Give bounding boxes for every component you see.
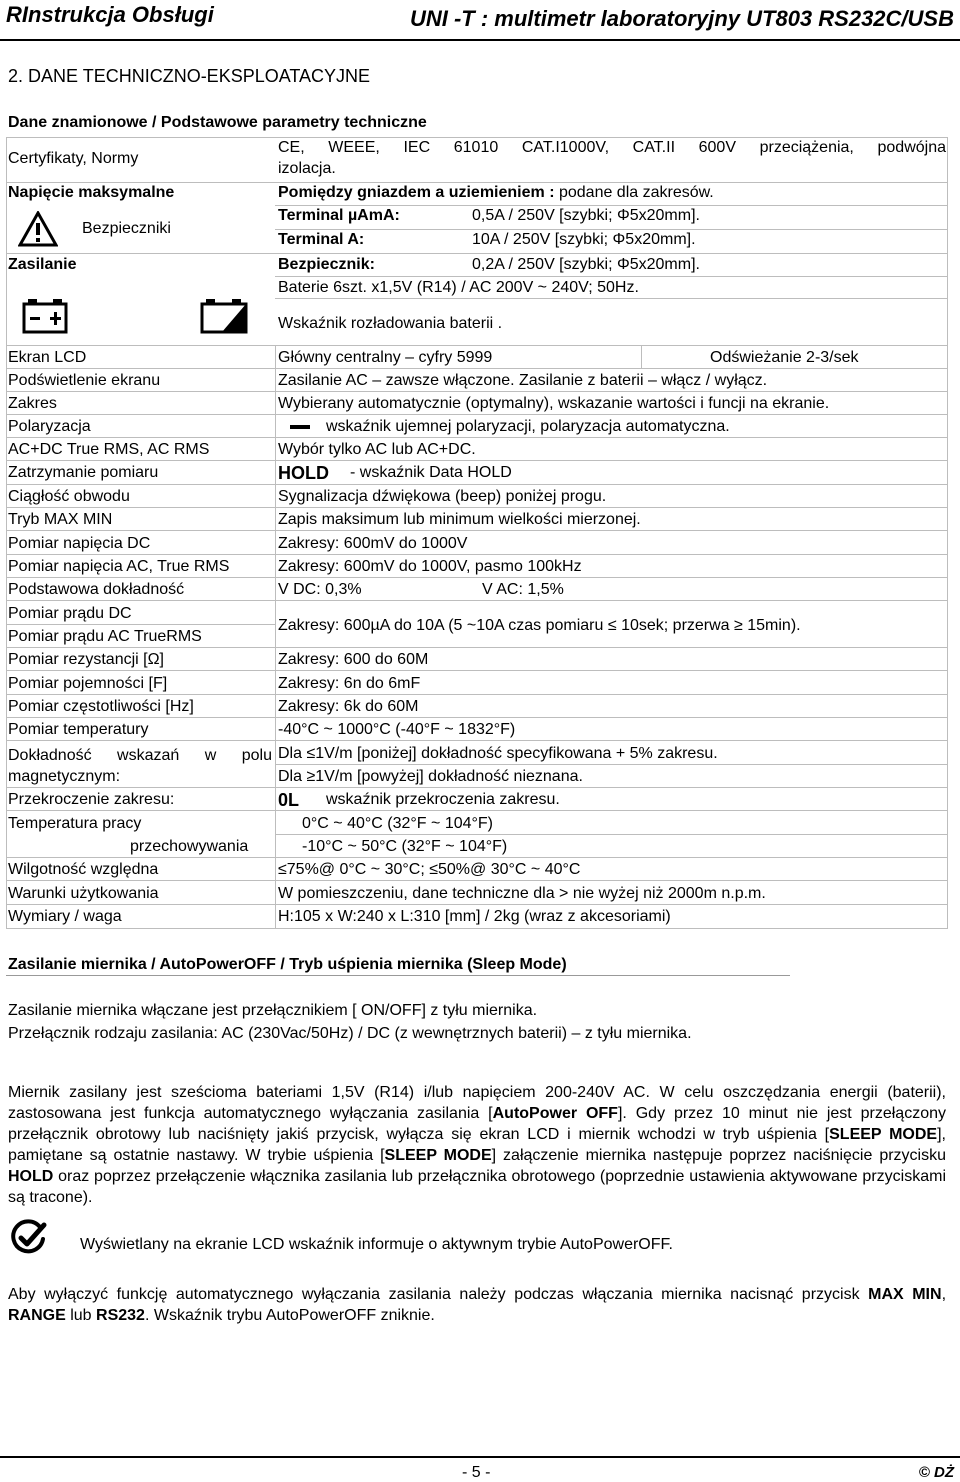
fuse3-value: 0,2A / 250V [szybki; Φ5x20mm]. <box>472 256 700 273</box>
overrange-symbol: 0L <box>278 790 300 810</box>
frequency-label: Pomiar częstotliwości [Hz] <box>8 698 194 715</box>
iac-label: Pomiar prądu AC TrueRMS <box>8 628 202 645</box>
divider <box>6 670 948 671</box>
magnetic-value-high: Dla ≥1V/m [powyżej] dokładność nieznana. <box>278 768 583 785</box>
current-value: Zakresy: 600µA do 10A (5 ~10A czas pomiaru ≤ 10sek; przerwa ≥ 15min). <box>278 617 801 634</box>
divider <box>6 437 948 438</box>
footer-author: © DŻ <box>918 1464 954 1481</box>
divider <box>6 253 948 254</box>
fuses-label: Bezpieczniki <box>82 220 171 237</box>
divider <box>6 600 948 601</box>
divider <box>6 507 948 508</box>
divider <box>6 857 948 858</box>
divider <box>6 530 948 531</box>
vdc-value: Zakresy: 600mV do 1000V <box>278 535 468 552</box>
divider <box>275 834 948 835</box>
vmax-label: Napięcie maksymalne <box>8 184 175 201</box>
divider <box>6 368 948 369</box>
divider <box>6 484 948 485</box>
autopower-paragraph: Miernik zasilany jest sześcioma bateriami 1,5V (R14) i/lub napięciem 200-240V AC. W celu oszczędzania energii (baterii), zastosowana jest funkcja automatycznego wyłączania zasilania [AutoPower OFF]. Gdy przez 10 minut nie jest przełączony przełącznik obrotowy lub naciśnięty jakiś przycisk, wyłącza się ekran LCD i miernik wchodzi w tryb uśpienia [SLEEP MODE], pamiętane są ostatnie nastawy. W trybie uśpienia [SLEEP MODE] załączenie miernika następuje poprzez naciśnięcie przycisku HOLD oraz poprzez przełączenie włącznika zasilania lub przełącznika obrotowego (poprzednie ustawienia aktywowane przyciskami są tracone). <box>8 1084 947 1206</box>
divider <box>947 137 948 345</box>
divider <box>947 345 948 928</box>
low-battery-icon <box>200 298 248 334</box>
cert-value: CE, WEEE, IEC 61010 CAT.I1000V, CAT.II 600V przeciążenia, podwójna <box>278 139 946 156</box>
conditions-value: W pomieszczeniu, dane techniczne dla > nie wyżej niż 2000m n.p.m. <box>278 885 766 902</box>
battery-icon <box>22 298 68 334</box>
footer-rule <box>0 1456 960 1458</box>
divider <box>6 182 948 183</box>
overrange-value: wskaźnik przekroczenia zakresu. <box>326 791 560 808</box>
power-label: Zasilanie <box>8 256 77 273</box>
divider <box>6 554 948 555</box>
divider <box>275 345 276 928</box>
range-label: Zakres <box>8 395 57 412</box>
maxmin-label: Tryb MAX MIN <box>8 511 113 528</box>
magnetic-label: Dokładność wskazań w polu <box>8 747 272 764</box>
resistance-value: Zakresy: 600 do 60M <box>278 651 429 668</box>
maxmin-value: Zapis maksimum lub minimum wielkości mierzonej. <box>278 511 641 528</box>
divider <box>6 391 948 392</box>
cert-label: Certyfikaty, Normy <box>8 150 139 167</box>
divider <box>6 345 948 346</box>
apo-indicator-text: Wyświetlany na ekranie LCD wskaźnik informuje o aktywnym trybie AutoPowerOFF. <box>80 1236 673 1253</box>
fuse2-label: Terminal A: <box>278 231 365 248</box>
divider <box>6 137 948 138</box>
acdc-value: Wybór tylko AC lub AC+DC. <box>278 441 476 458</box>
divider <box>6 717 948 718</box>
resistance-label: Pomiar rezystancji [Ω] <box>8 651 164 668</box>
accuracy-dc: V DC: 0,3% <box>278 581 362 598</box>
divider <box>6 928 948 929</box>
divider <box>6 904 948 905</box>
overrange-label: Przekroczenie zakresu: <box>8 791 175 808</box>
header-right: UNI -T : multimetr laboratoryjny UT803 RS232C/USB <box>409 6 954 31</box>
backlight-label: Podświetlenie ekranu <box>8 372 161 389</box>
low-battery-label: Wskaźnik rozładowania baterii . <box>278 315 503 332</box>
heading-underline <box>6 975 790 976</box>
power-section-heading: Zasilanie miernika / AutoPowerOFF / Tryb uśpienia miernika (Sleep Mode) <box>8 956 567 973</box>
magnetic-label-cont: magnetycznym: <box>8 768 121 785</box>
vmax-value: Pomiędzy gniazdem a uziemieniem : podane dla zakresów. <box>278 184 714 201</box>
continuity-label: Ciągłość obwodu <box>8 488 130 505</box>
divider <box>6 577 948 578</box>
header-left: RInstrukcja Obsługi <box>6 2 214 27</box>
minus-sign-icon <box>290 425 310 429</box>
humidity-value: ≤75%@ 0°C ~ 30°C; ≤50%@ 30°C ~ 40°C <box>278 861 581 878</box>
hold-value: - wskaźnik Data HOLD <box>350 464 512 481</box>
divider <box>6 694 948 695</box>
divider <box>275 276 948 277</box>
divider <box>6 414 948 415</box>
divider <box>275 229 948 230</box>
divider <box>6 787 948 788</box>
continuity-value: Sygnalizacja dźwiękowa (beep) poniżej progu. <box>278 488 607 505</box>
capacitance-value: Zakresy: 6n do 6mF <box>278 675 421 692</box>
conditions-label: Warunki użytkowania <box>8 885 159 902</box>
divider <box>6 880 948 881</box>
magnetic-value-low: Dla ≤1V/m [poniżej] dokładność specyfikowana + 5% zakresu. <box>278 745 718 762</box>
fuse1-label: Terminal µAmA: <box>278 207 400 224</box>
hold-symbol: HOLD <box>278 463 329 483</box>
temperature-value: -40°C ~ 1000°C (-40°F ~ 1832°F) <box>278 721 516 738</box>
frequency-value: Zakresy: 6k do 60M <box>278 698 419 715</box>
page-number: - 5 - <box>462 1464 491 1481</box>
dimensions-label: Wymiary / waga <box>8 908 122 925</box>
fuse1-value: 0,5A / 250V [szybki; Φ5x20mm]. <box>472 207 700 224</box>
cert-value-cont: izolacja. <box>278 160 336 177</box>
operating-temp-value: 0°C ~ 40°C (32°F ~ 104°F) <box>302 815 494 832</box>
temperature-label: Pomiar temperatury <box>8 721 149 738</box>
accuracy-label: Podstawowa dokładność <box>8 581 185 598</box>
storage-temp-label: przechowywania <box>130 838 249 855</box>
section-title: 2. DANE TECHNICZNO-EKSPLOATACYJNE <box>8 66 371 86</box>
acdc-label: AC+DC True RMS, AC RMS <box>8 441 210 458</box>
divider <box>6 810 948 811</box>
polarity-value: wskaźnik ujemnej polaryzacji, polaryzacja automatyczna. <box>326 418 730 435</box>
vac-value: Zakresy: 600mV do 1000V, pasmo 100kHz <box>278 558 582 575</box>
divider <box>6 137 7 345</box>
divider <box>6 647 948 648</box>
divider <box>6 345 7 928</box>
hold-label: Zatrzymanie pomiaru <box>8 464 159 481</box>
disable-apo-paragraph: Aby wyłączyć funkcję automatycznego wyłączania zasilania należy podczas włączania miernika nacisnąć przycisk MAX MIN, RANGE lub RS232. Wskaźnik trybu AutoPowerOFF zniknie. <box>8 1286 947 1324</box>
page-header <box>0 0 960 40</box>
range-value: Wybierany automatycznie (optymalny), wskazanie wartości i funcji na ekranie. <box>278 395 830 412</box>
warning-icon <box>18 211 58 247</box>
operating-temp-label: Temperatura pracy <box>8 815 142 832</box>
vdc-label: Pomiar napięcia DC <box>8 535 151 552</box>
subheading: Dane znamionowe / Podstawowe parametry techniczne <box>8 114 427 131</box>
storage-temp-value: -10°C ~ 50°C (32°F ~ 104°F) <box>302 838 508 855</box>
capacitance-label: Pomiar pojemności [F] <box>8 675 168 692</box>
divider <box>275 205 948 206</box>
accuracy-ac: V AC: 1,5% <box>482 581 564 598</box>
divider <box>6 624 276 625</box>
divider <box>6 460 948 461</box>
divider <box>6 740 948 741</box>
vac-label: Pomiar napięcia AC, True RMS <box>8 558 230 575</box>
battery-spec: Baterie 6szt. x1,5V (R14) / AC 200V ~ 240V; 50Hz. <box>278 279 639 296</box>
divider <box>641 345 642 368</box>
lcd-refresh: Odświeżanie 2-3/sek <box>710 349 859 366</box>
idc-label: Pomiar prądu DC <box>8 605 132 622</box>
dimensions-value: H:105 x W:240 x L:310 [mm] / 2kg (wraz z akcesoriami) <box>278 908 671 925</box>
auto-power-off-icon <box>10 1219 48 1255</box>
power-line-1: Zasilanie miernika włączane jest przełącznikiem [ ON/OFF] z tyłu miernika. <box>8 1002 538 1019</box>
fuse3-label: Bezpiecznik: <box>278 256 375 273</box>
divider <box>275 764 948 765</box>
header-rule <box>0 39 960 41</box>
polarity-label: Polaryzacja <box>8 418 91 435</box>
divider <box>275 298 948 299</box>
backlight-value: Zasilanie AC – zawsze włączone. Zasilanie z baterii – włącz / wyłącz. <box>278 372 768 389</box>
power-line-2: Przełącznik rodzaju zasilania: AC (230Vac/50Hz) / DC (z wewnętrznych baterii) – z tyłu miernika. <box>8 1025 692 1042</box>
lcd-value: Główny centralny – cyfry 5999 <box>278 349 493 366</box>
humidity-label: Wilgotność względna <box>8 861 159 878</box>
fuse2-value: 10A / 250V [szybki; Φ5x20mm]. <box>472 231 696 248</box>
lcd-label: Ekran LCD <box>8 349 87 366</box>
